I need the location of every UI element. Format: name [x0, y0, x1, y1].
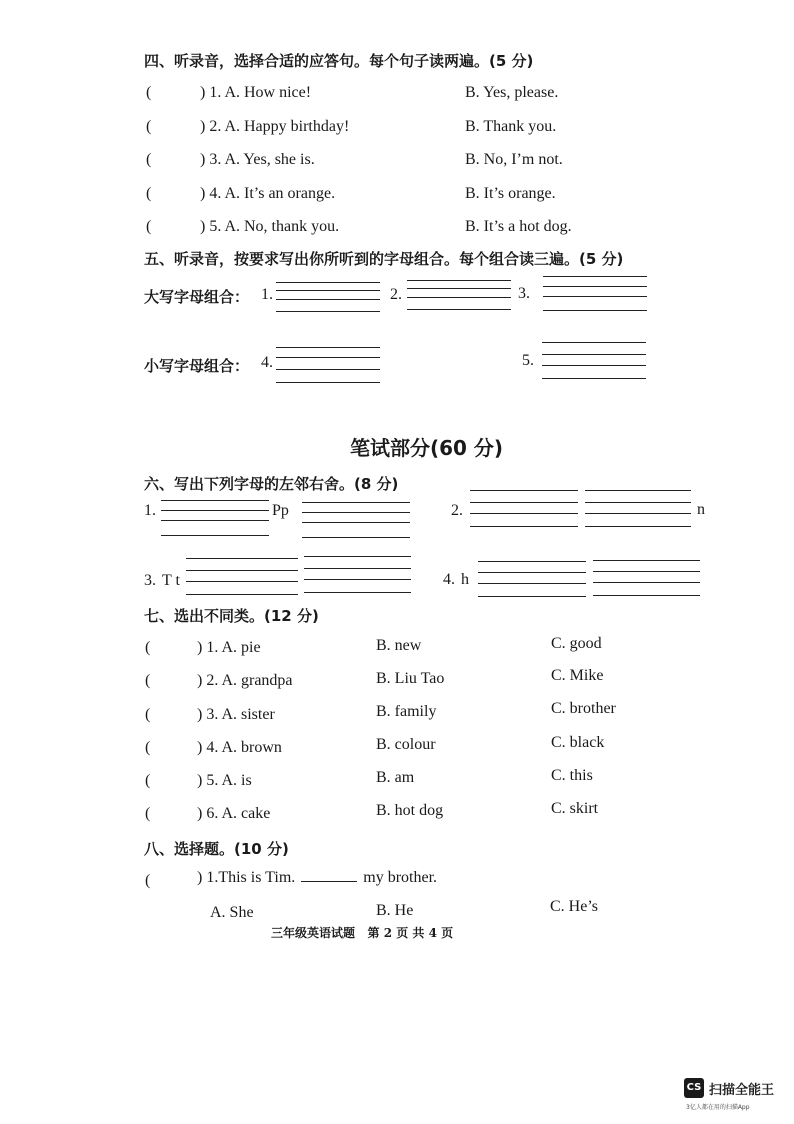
option-c: C. black — [551, 734, 605, 751]
option-c: C. this — [551, 767, 593, 784]
answer-blank[interactable] — [301, 881, 357, 882]
page-footer: 三年级英语试题 第 2 页 共 4 页 — [271, 926, 454, 940]
answer-paren: ( — [145, 872, 151, 889]
answer-paren: ( — [145, 805, 151, 822]
question-text: ) 1.This is Tim. — [197, 869, 296, 886]
option-c: C. good — [551, 635, 602, 652]
section4-title: 四、听录音，选择合适的应答句。每个句子读两遍。(5 分) — [144, 52, 534, 70]
option-a: ) 1. A. How nice! — [200, 84, 312, 101]
answer-paren: ( — [145, 639, 151, 656]
answer-paren: ( — [145, 772, 151, 789]
option-a: ) 1. A. pie — [197, 639, 261, 656]
item-number: 3. — [518, 285, 530, 302]
answer-paren: ( — [145, 739, 151, 756]
section8-title: 八、选择题。(10 分) — [144, 840, 289, 858]
option-c: C. He’s — [550, 898, 598, 915]
given-letter: h — [461, 571, 469, 588]
option-b: B. new — [376, 637, 422, 654]
option-a: ) 6. A. cake — [197, 805, 271, 822]
option-a: ) 3. A. Yes, she is. — [200, 151, 315, 168]
answer-paren: ( — [146, 185, 152, 202]
answer-paren: ( — [146, 118, 152, 135]
option-a: ) 3. A. sister — [197, 706, 275, 723]
option-b: B. family — [376, 703, 437, 720]
option-a: ) 4. A. brown — [197, 739, 282, 756]
option-b: B. Thank you. — [465, 118, 557, 135]
option-b: B. It’s a hot dog. — [465, 218, 572, 235]
question-stem — [197, 869, 437, 887]
option-b: B. colour — [376, 736, 436, 753]
option-b: B. am — [376, 769, 415, 786]
option-c: C. skirt — [551, 800, 599, 817]
option-b: B. He — [376, 902, 414, 919]
item-number: 2. — [390, 286, 402, 303]
answer-paren: ( — [145, 706, 151, 723]
lowercase-label: 小写字母组合： — [144, 357, 250, 375]
item-number: 1. — [261, 286, 273, 303]
option-b: B. Yes, please. — [465, 84, 559, 101]
answer-paren: ( — [145, 672, 151, 689]
given-letter: T t — [162, 572, 180, 589]
item-number: 4. — [443, 571, 455, 588]
item-number: 5. — [522, 352, 534, 369]
option-a: ) 2. A. Happy birthday! — [200, 118, 350, 135]
option-b: B. Liu Tao — [376, 670, 445, 687]
section6-title: 六、写出下列字母的左邻右舍。(8 分) — [144, 475, 399, 493]
section5-title: 五、听录音，按要求写出你所听到的字母组合。每个组合读三遍。(5 分) — [144, 250, 624, 268]
option-b: B. hot dog — [376, 802, 444, 819]
option-c: C. brother — [551, 700, 616, 717]
section7-title: 七、选出不同类。(12 分) — [144, 607, 319, 625]
camscanner-logo-icon: CS — [684, 1078, 704, 1098]
option-a: A. She — [210, 904, 254, 921]
written-part-title: 笔试部分(60 分) — [350, 436, 504, 460]
item-number: 3. — [144, 572, 156, 589]
item-number: 2. — [451, 502, 463, 519]
given-letter: n — [697, 501, 705, 518]
option-a: ) 5. A. No, thank you. — [200, 218, 340, 235]
option-a: ) 4. A. It’s an orange. — [200, 185, 336, 202]
option-c: C. Mike — [551, 667, 604, 684]
option-b: B. It’s orange. — [465, 185, 556, 202]
answer-paren: ( — [146, 151, 152, 168]
item-number: 4. — [261, 354, 273, 371]
uppercase-label: 大写字母组合： — [144, 288, 250, 306]
answer-paren: ( — [146, 84, 152, 101]
watermark-app-name: 扫描全能王 — [709, 1083, 775, 1098]
question-text-end: my brother. — [363, 869, 438, 886]
item-number: 1. — [144, 502, 156, 519]
option-a: ) 2. A. grandpa — [197, 672, 293, 689]
option-b: B. No, I’m not. — [465, 151, 563, 168]
given-letter: Pp — [272, 502, 289, 519]
watermark-tagline: 3亿人都在用的扫描App — [686, 1104, 750, 1111]
answer-paren: ( — [146, 218, 152, 235]
option-a: ) 5. A. is — [197, 772, 252, 789]
